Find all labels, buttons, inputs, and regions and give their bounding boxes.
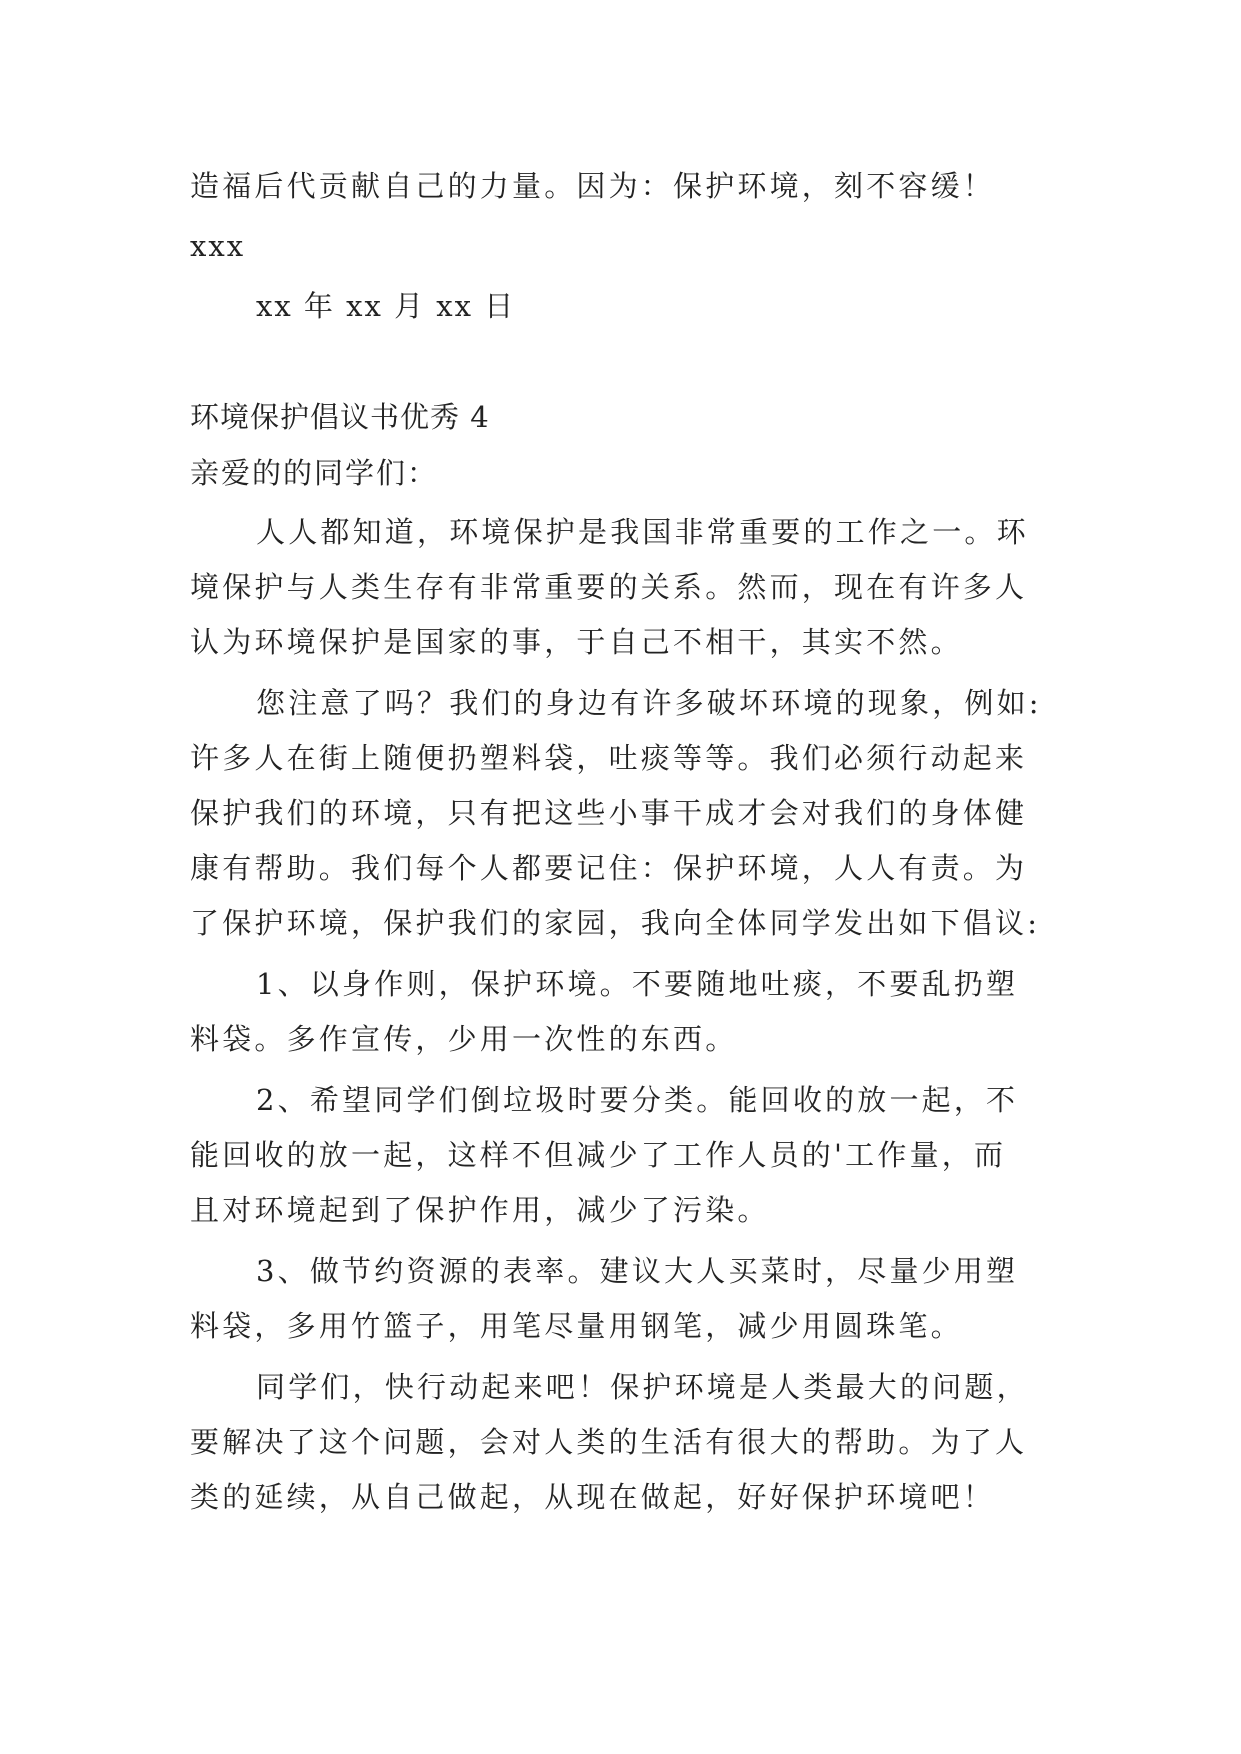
paragraph-2-line-3: 保护我们的环境，只有把这些小事干成才会对我们的身体健 [190,796,1028,830]
paragraph-6-line-3: 类的延续，从自己做起，从现在做起，好好保护环境吧！ [190,1480,996,1514]
paragraph-4-line-1: 2、希望同学们倒垃圾时要分类。能回收的放一起，不 [256,1083,1019,1117]
closing-line: 造福后代贡献自己的力量。因为：保护环境，刻不容缓！ [190,169,996,203]
date-line: xx 年 xx 月 xx 日 [256,289,516,323]
paragraph-5-line-1: 3、做节约资源的表率。建议大人买菜时，尽量少用塑 [256,1254,1019,1288]
paragraph-3-line-2: 料袋。多作宣传，少用一次性的东西。 [190,1022,738,1056]
paragraph-1-line-2: 境保护与人类生存有非常重要的关系。然而，现在有许多人 [190,570,1028,604]
paragraph-4-line-2: 能回收的放一起，这样不但减少了工作人员的'工作量，而 [190,1138,1007,1172]
paragraph-2-line-1: 您注意了吗？我们的身边有许多破坏环境的现象，例如: [256,686,1042,720]
paragraph-6-line-2: 要解决了这个问题，会对人类的生活有很大的帮助。为了人 [190,1425,1028,1459]
paragraph-1-line-3: 认为环境保护是国家的事，于自己不相干，其实不然。 [190,625,963,659]
paragraph-4-line-3: 且对环境起到了保护作用，减少了污染。 [190,1193,770,1227]
paragraph-2-line-2: 许多人在街上随便扔塑料袋，吐痰等等。我们必须行动起来 [190,741,1028,775]
paragraph-5-line-2: 料袋，多用竹篮子，用笔尽量用钢笔，减少用圆珠笔。 [190,1309,963,1343]
greeting: 亲爱的的同学们： [190,456,439,490]
paragraph-1-line-1: 人人都知道，环境保护是我国非常重要的工作之一。环 [256,515,1029,549]
signature: xxx [190,229,246,263]
paragraph-6-line-1: 同学们，快行动起来吧！保护环境是人类最大的问题， [256,1370,1029,1404]
paragraph-2-line-4: 康有帮助。我们每个人都要记住：保护环境，人人有责。为 [190,851,1028,885]
section-title: 环境保护倡议书优秀 4 [190,400,490,434]
paragraph-3-line-1: 1、以身作则，保护环境。不要随地吐痰，不要乱扔塑 [256,967,1019,1001]
paragraph-2-line-5: 了保护环境，保护我们的家园，我向全体同学发出如下倡议: [190,906,1041,940]
